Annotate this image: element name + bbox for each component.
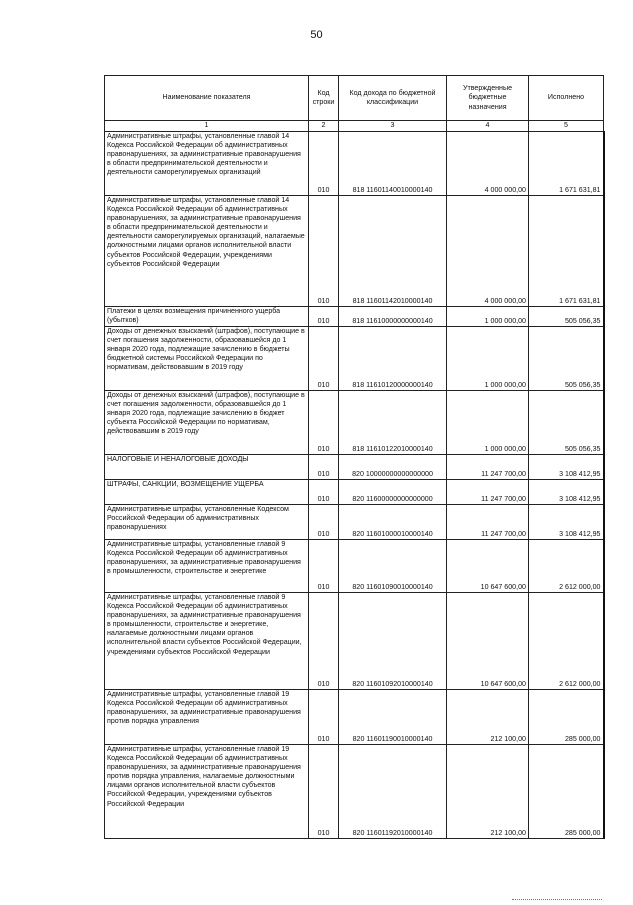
table-row [105,593,604,690]
approved-amount: 4 000 000,00 [447,196,529,307]
row-code: 010 [309,505,339,540]
executed-amount: 3 108 412,95 [529,505,604,540]
row-code: 010 [309,455,339,480]
executed-amount: 3 108 412,95 [529,480,604,505]
income-code: 818 11601142010000140 [339,196,447,307]
column-number: 5 [529,121,604,132]
income-code: 818 11610000000000140 [339,307,447,327]
income-code: 820 11601190010000140 [339,690,447,745]
row-code: 010 [309,196,339,307]
executed-amount: 1 671 631,81 [529,196,604,307]
indicator-name: Платежи в целях возмещения причиненного ущерба (убытков) [105,307,309,327]
income-code: 820 10000000000000000 [339,455,447,480]
approved-amount: 11 247 700,00 [447,480,529,505]
column-number: 1 [105,121,309,132]
income-code: 818 11610120000000140 [339,327,447,391]
indicator-name: Административные штрафы, установленные главой 14 Кодекса Российской Федерации об административных правонарушениях, за административные правонарушения в области предпринимательской деятельности и деятельности саморегулируемых организаций [105,132,309,196]
row-code: 010 [309,480,339,505]
scan-artifact-line [512,897,602,900]
executed-amount: 2 612 000,00 [529,593,604,690]
table-row [105,327,604,391]
indicator-name: Административные штрафы, установленные Кодексом Российской Федерации об административных правонарушениях [105,505,309,540]
row-code: 010 [309,745,339,839]
table-row [105,132,604,196]
row-code: 010 [309,132,339,196]
report-table [104,75,605,839]
header-income-code: Код дохода по бюджетной классификации [339,76,447,121]
column-number: 2 [309,121,339,132]
table-row [105,540,604,593]
executed-amount: 285 000,00 [529,690,604,745]
indicator-name: Доходы от денежных взысканий (штрафов), поступающие в счет погашения задолженности, образовавшейся до 1 января 2020 года, подлежащие зачислению в бюджеты бюджетной системы Российской Федерации по нормативам, действовавшим в 2019 году [105,327,309,391]
table-row [105,391,604,455]
approved-amount: 4 000 000,00 [447,132,529,196]
indicator-name: ШТРАФЫ, САНКЦИИ, ВОЗМЕЩЕНИЕ УЩЕРБА [105,480,309,505]
page-number: 50 [310,29,323,41]
row-code: 010 [309,593,339,690]
table-row [105,690,604,745]
row-code: 010 [309,391,339,455]
approved-amount: 11 247 700,00 [447,505,529,540]
executed-amount: 505 056,35 [529,307,604,327]
approved-amount: 212 100,00 [447,745,529,839]
executed-amount: 285 000,00 [529,745,604,839]
income-code: 820 11601092010000140 [339,593,447,690]
table-row [105,745,604,839]
indicator-name: Административные штрафы, установленные главой 9 Кодекса Российской Федерации об административных правонарушениях, за административные правонарушения в промышленности, строительстве и энергетике [105,540,309,593]
header-approved: Утвержденные бюджетные назначения [447,76,529,121]
executed-amount: 3 108 412,95 [529,455,604,480]
table-row [105,505,604,540]
approved-amount: 212 100,00 [447,690,529,745]
income-code: 820 11600000000000000 [339,480,447,505]
approved-amount: 10 647 600,00 [447,540,529,593]
approved-amount: 10 647 600,00 [447,593,529,690]
header-name: Наименование показателя [105,76,309,121]
header-row-code: Код строки [309,76,339,121]
income-code: 820 11601090010000140 [339,540,447,593]
header-row [105,76,604,121]
indicator-name: Административные штрафы, установленные главой 14 Кодекса Российской Федерации об административных правонарушениях, за административные правонарушения в области предпринимательской деятельности и деятельности саморегулируемых организаций, налагаемые должностными лицами органов исполнительной власти субъектов Российской Федерации, учреждениями субъектов Российской Федерации [105,196,309,307]
executed-amount: 2 612 000,00 [529,540,604,593]
indicator-name: Административные штрафы, установленные главой 9 Кодекса Российской Федерации об административных правонарушениях, за административные правонарушения в промышленности, строительстве и энергетике, налагаемые должностными лицами органов исполнительной власти субъектов Российской Федерации, учреждениями субъектов Российской Федерации [105,593,309,690]
row-code: 010 [309,327,339,391]
header-executed: Исполнено [529,76,604,121]
income-code: 820 11601192010000140 [339,745,447,839]
executed-amount: 1 671 631,81 [529,132,604,196]
approved-amount: 1 000 000,00 [447,307,529,327]
income-code: 820 11601000010000140 [339,505,447,540]
row-code: 010 [309,307,339,327]
table-row [105,455,604,480]
column-number: 3 [339,121,447,132]
row-code: 010 [309,540,339,593]
income-code: 818 11601140010000140 [339,132,447,196]
column-number: 4 [447,121,529,132]
table-row [105,307,604,327]
table-row [105,196,604,307]
indicator-name: НАЛОГОВЫЕ И НЕНАЛОГОВЫЕ ДОХОДЫ [105,455,309,480]
indicator-name: Административные штрафы, установленные главой 19 Кодекса Российской Федерации об административных правонарушениях, за административные правонарушения против порядка управления [105,690,309,745]
approved-amount: 1 000 000,00 [447,327,529,391]
indicator-name: Доходы от денежных взысканий (штрафов), поступающие в счет погашения задолженности, образовавшейся до 1 января 2020 года, подлежащие зачислению в бюджет субъекта Российской Федерации по нормативам, действовавшим в 2019 году [105,391,309,455]
column-number-row [105,121,604,132]
table-row [105,480,604,505]
income-code: 818 11610122010000140 [339,391,447,455]
executed-amount: 505 056,35 [529,391,604,455]
row-code: 010 [309,690,339,745]
approved-amount: 11 247 700,00 [447,455,529,480]
approved-amount: 1 000 000,00 [447,391,529,455]
indicator-name: Административные штрафы, установленные главой 19 Кодекса Российской Федерации об административных правонарушениях, за административные правонарушения против порядка управления, налагаемые должностными лицами органов исполнительной власти субъектов Российской Федерации, учреждениями субъектов Российской Федерации [105,745,309,839]
executed-amount: 505 056,35 [529,327,604,391]
